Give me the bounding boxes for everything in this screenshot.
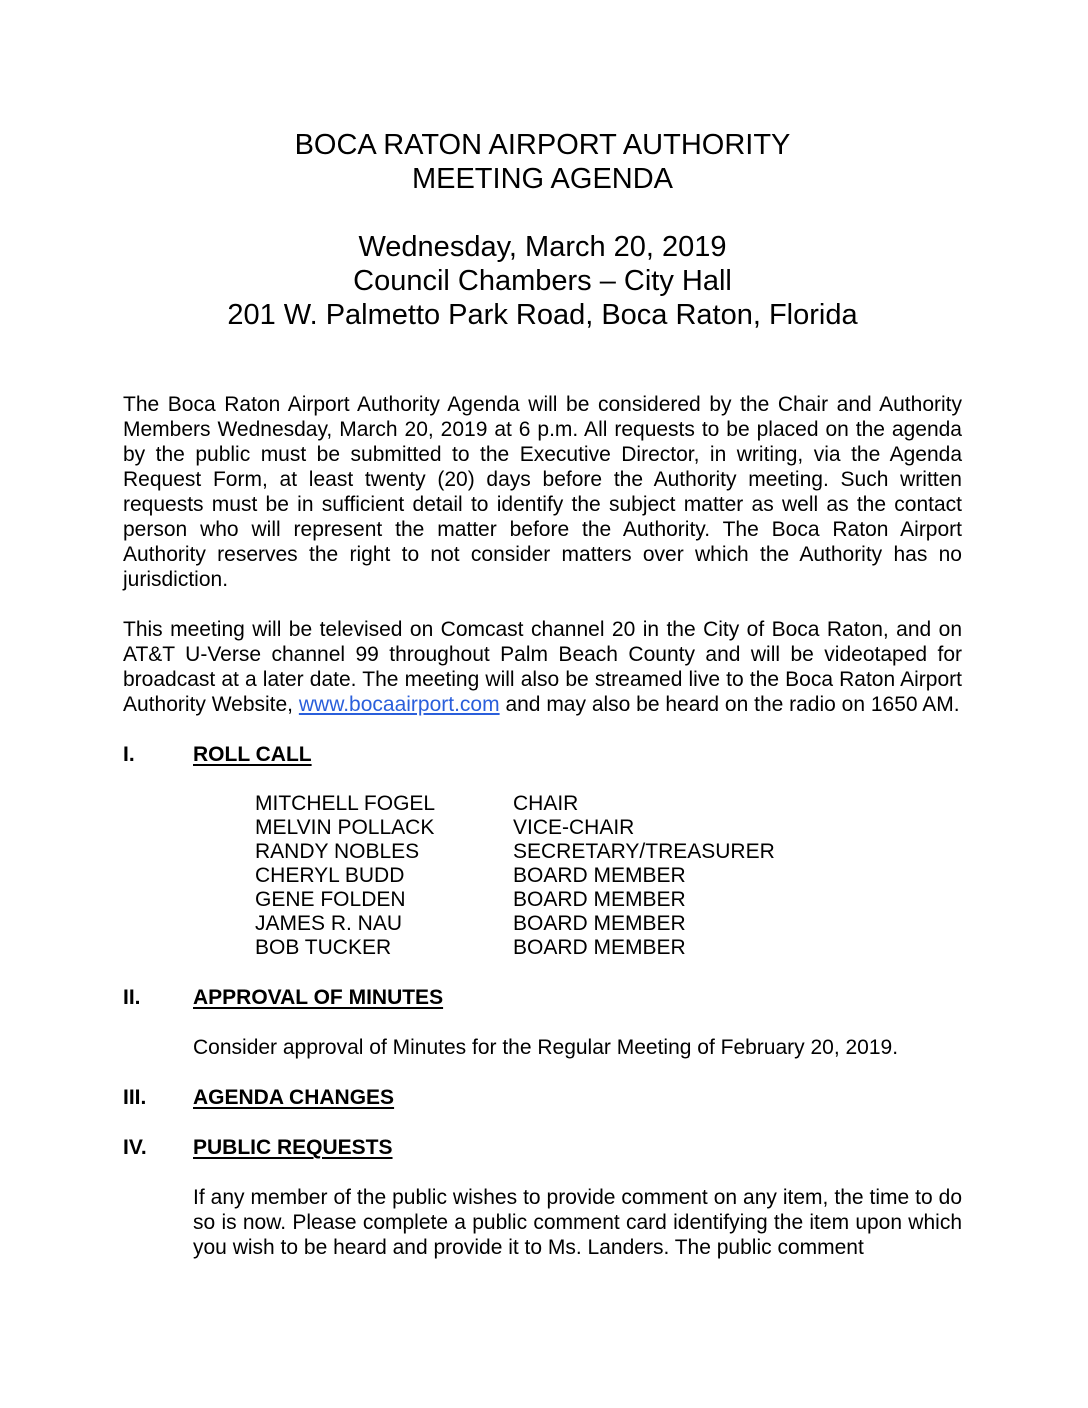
roll-call-row — [255, 936, 962, 960]
roll-call-row — [255, 792, 962, 816]
member-name: JAMES R. NAU — [255, 912, 403, 935]
section-heading-public-requests — [123, 1135, 962, 1160]
member-name: GENE FOLDEN — [255, 888, 406, 911]
member-title: VICE-CHAIR — [513, 816, 635, 839]
bocaairport-website-link[interactable]: www.bocaairport.com — [298, 693, 500, 716]
document-title-line2: MEETING AGENDA — [411, 163, 674, 195]
member-name: BOB TUCKER — [255, 936, 392, 959]
section-heading-approval-of-minutes — [123, 985, 962, 1010]
public-requests-body: If any member of the public wishes to provide comment on any item, the time to do so is now. Please complete a public comment card identifying the item upon which you wish to be heard and provide it to Ms. Landers. The public comment — [193, 1186, 962, 1259]
meeting-date-location-block — [123, 230, 962, 332]
member-title: BOARD MEMBER — [513, 864, 686, 887]
section-numeral: III. — [123, 1086, 147, 1109]
section-heading-label: PUBLIC REQUESTS — [193, 1136, 393, 1159]
member-title: SECRETARY/TREASURER — [513, 840, 775, 863]
roll-call-row — [255, 912, 962, 936]
member-name: MELVIN POLLACK — [255, 816, 435, 839]
section-numeral: I. — [123, 743, 135, 766]
member-name: MITCHELL FOGEL — [255, 792, 436, 815]
document-body — [123, 392, 962, 1260]
roll-call-list — [255, 792, 962, 960]
roll-call-row — [255, 816, 962, 840]
member-title: BOARD MEMBER — [513, 912, 686, 935]
section-numeral: IV. — [123, 1136, 147, 1159]
document-title-line1: BOCA RATON AIRPORT AUTHORITY — [294, 129, 791, 161]
member-title: BOARD MEMBER — [513, 936, 686, 959]
meeting-date: Wednesday, March 20, 2019 — [358, 231, 727, 263]
member-title: BOARD MEMBER — [513, 888, 686, 911]
member-title: CHAIR — [513, 792, 579, 815]
member-name: RANDY NOBLES — [255, 840, 420, 863]
roll-call-row — [255, 864, 962, 888]
intro-paragraph-1: The Boca Raton Airport Authority Agenda will be considered by the Chair and Authority Members Wednesday, March 20, 2019 at 6 p.m. All requests to be placed on the agenda by the public must be submitted to the Executive Director, in writing, via the Agenda Request Form, at least twenty (20) days before the Authority meeting. Such written requests must be in sufficient detail to identify the subject matter as well as the contact person who will represent the matter before the Authority. The Boca Raton Airport Authority reserves the right to not consider matters over which the Authority has no jurisdiction. — [123, 393, 962, 591]
section-heading-label: ROLL CALL — [193, 743, 312, 766]
section-heading-label: APPROVAL OF MINUTES — [193, 986, 444, 1009]
meeting-address: 201 W. Palmetto Park Road, Boca Raton, Florida — [227, 299, 858, 331]
intro-paragraph-2-text-after-link: and may also be heard on the radio on 1650 AM. — [499, 693, 960, 716]
section-heading-agenda-changes — [123, 1085, 962, 1110]
roll-call-row — [255, 840, 962, 864]
meeting-venue: Council Chambers – City Hall — [353, 265, 732, 297]
intro-paragraph-2-text-before-link: This meeting will be televised on Comcast channel 20 in the City of Boca Raton, and on AT&T U-Verse channel 99 throughout Palm Beach County and will be videotaped for broadcast at a later date. The meeting will also be streamed live to the Boca Raton Airport Authority Website, — [123, 618, 962, 716]
section-heading-roll-call — [123, 742, 962, 767]
approval-of-minutes-body: Consider approval of Minutes for the Regular Meeting of February 20, 2019. — [193, 1036, 899, 1059]
roll-call-row — [255, 888, 962, 912]
document-title-block — [123, 128, 962, 196]
section-numeral: II. — [123, 986, 141, 1009]
intro-paragraph-2 — [123, 617, 962, 717]
member-name: CHERYL BUDD — [255, 864, 405, 887]
section-heading-label: AGENDA CHANGES — [193, 1086, 395, 1109]
